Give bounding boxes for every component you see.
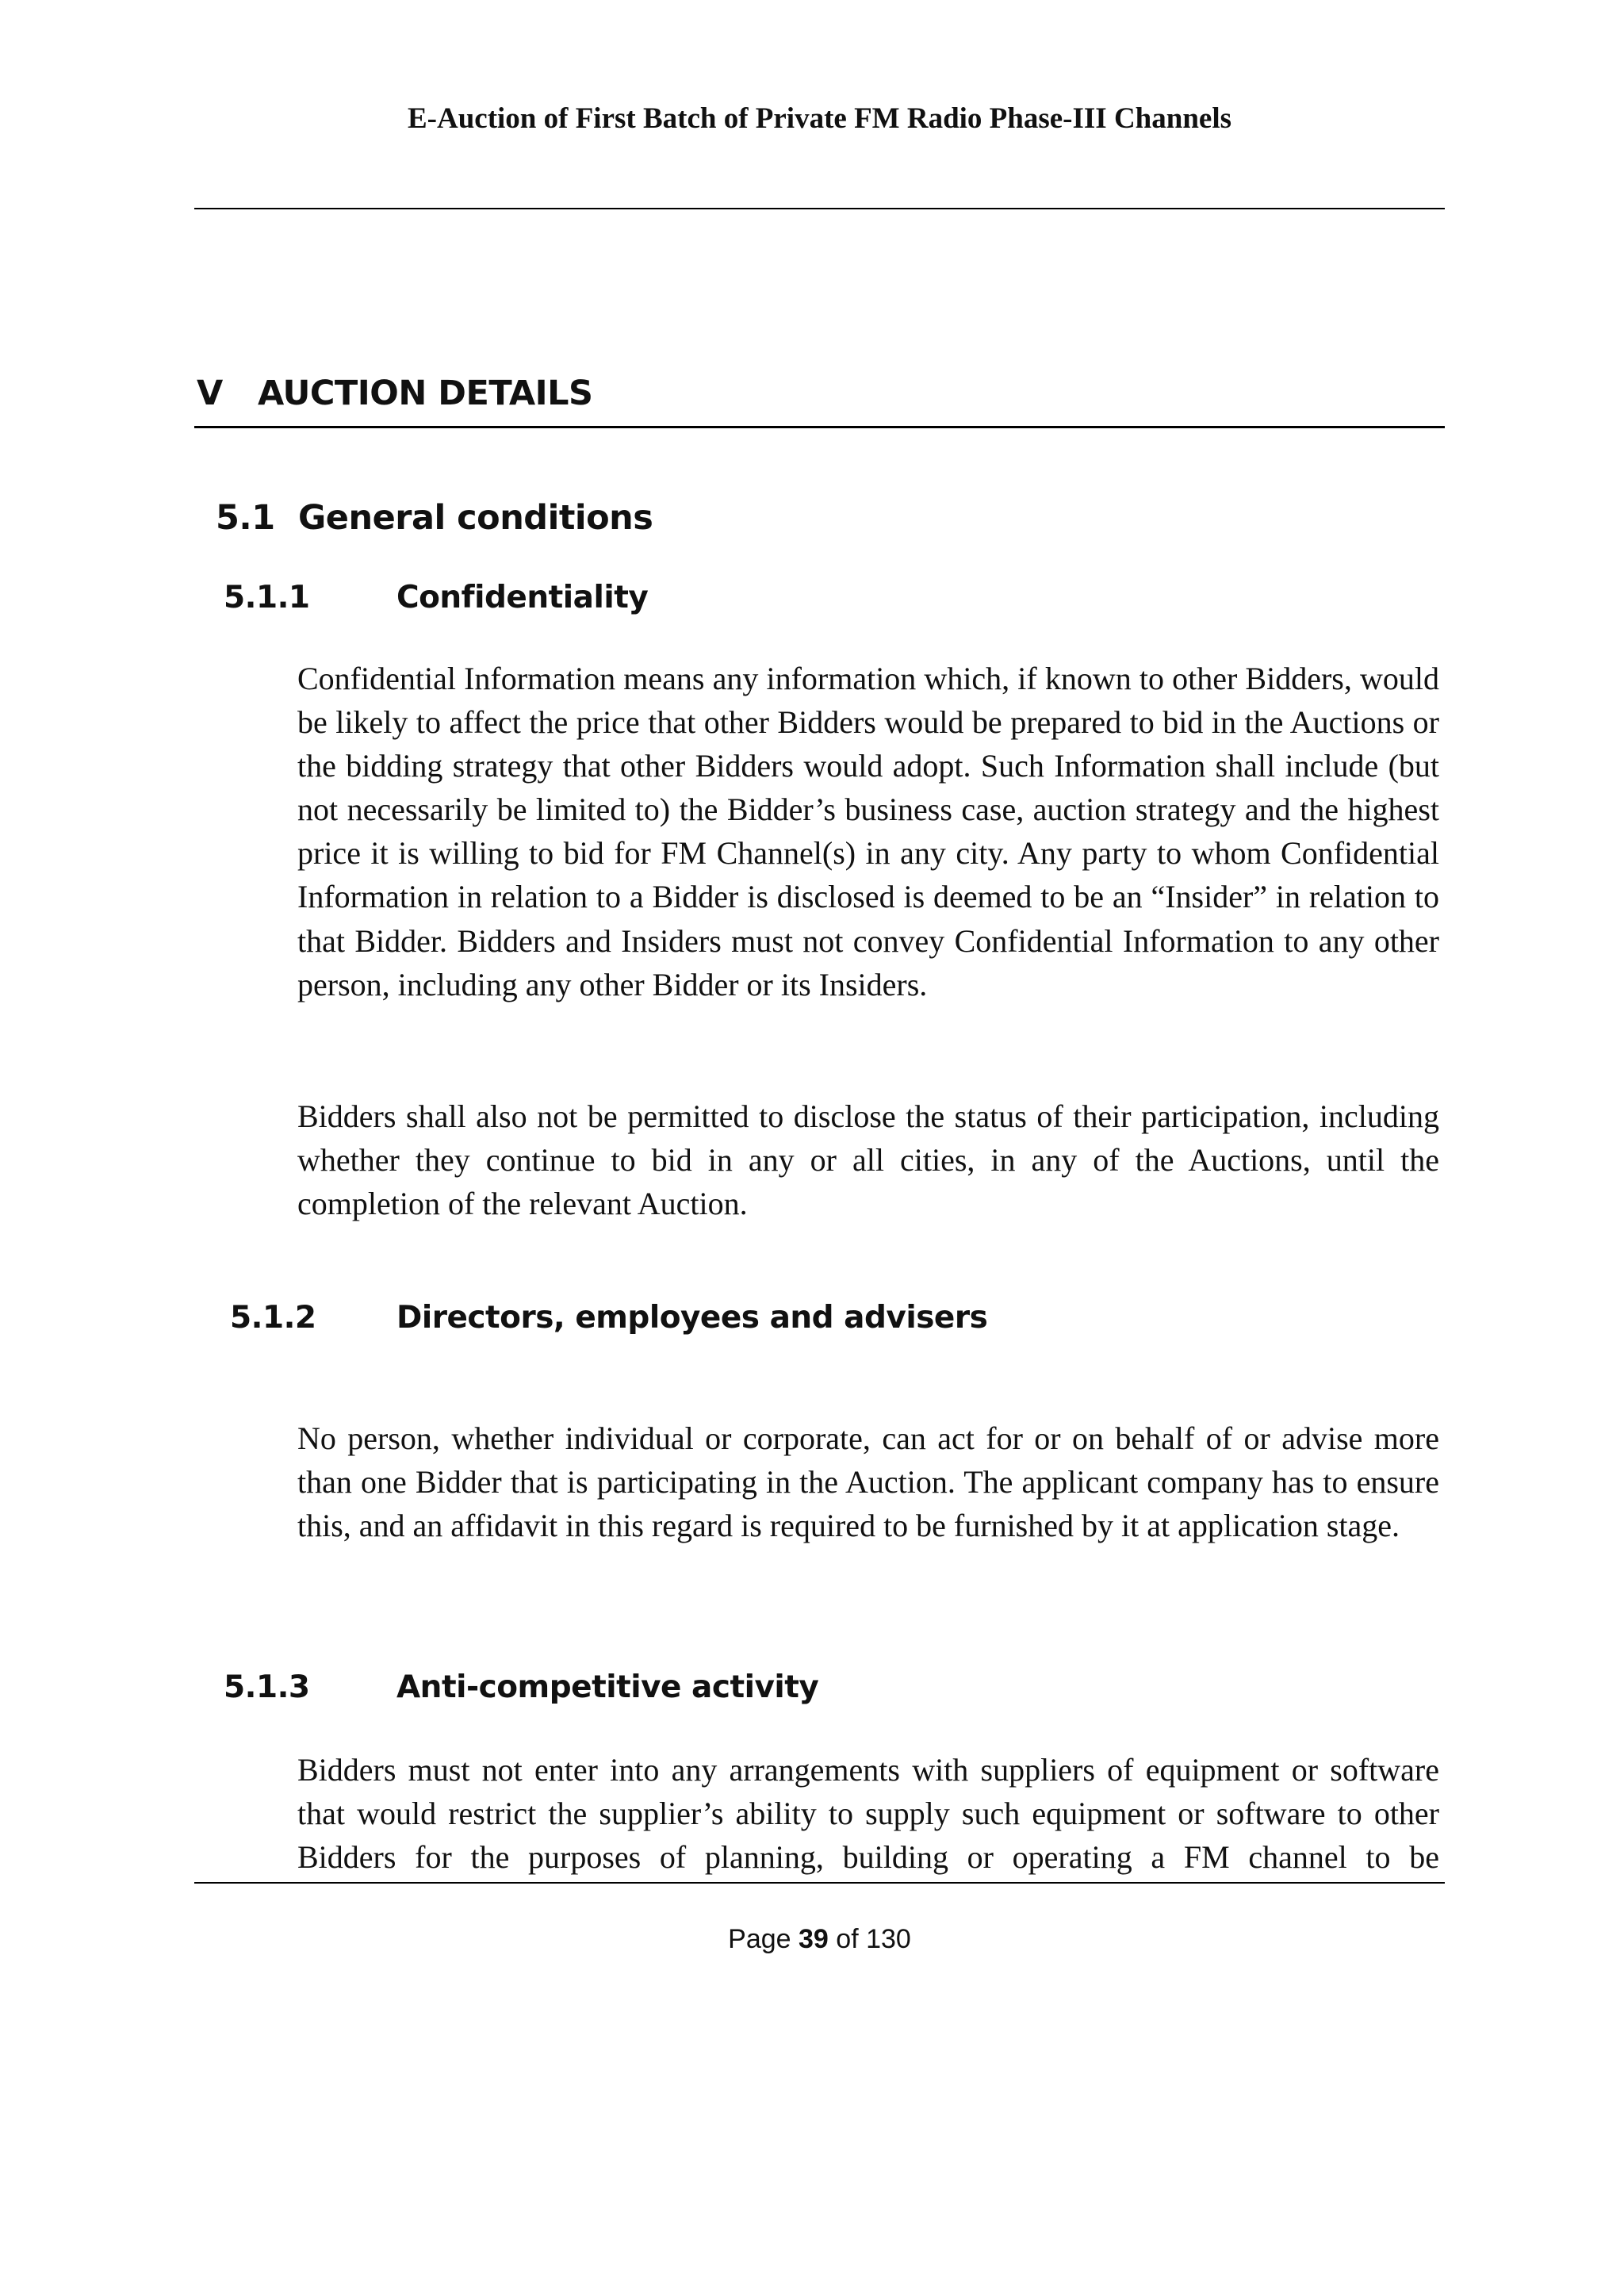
paragraph-supplier-arrangements: Bidders must not enter into any arrangements with suppliers of equipment or software that would restrict the supplier’s ability to supply such equipment or software to other Bidders for the purposes of planning, building or operating a FM channel to be <box>297 1752 1439 1876</box>
section-title: General conditions <box>298 498 653 538</box>
subsection-number-directors: 5.1.2 <box>230 1300 316 1336</box>
footer-divider <box>194 1882 1445 1884</box>
current-page: 39 <box>799 1924 829 1954</box>
subsection-title-anti-competitive: Anti-competitive activity <box>396 1669 819 1705</box>
paragraph-advisers: No person, whether individual or corporate, can act for or on behalf of or advise more than one Bidder that is participating in the Auction. The applicant company has to ensure this, and an affidavit in this regard is required to be furnished by it at application stage. <box>297 1420 1439 1544</box>
section-heading <box>216 494 653 542</box>
page-of: of <box>836 1924 859 1954</box>
running-header: E-Auction of First Batch of Private FM Radio Phase-III Channels <box>407 102 1232 135</box>
paragraph-participation-status: Bidders shall also not be permitted to disclose the status of their participation, including whether they continue to bid in any or all cities, in any of the Auctions, until the completion of the relevant Auction. <box>297 1098 1439 1222</box>
subsection-number-anti-competitive: 5.1.3 <box>224 1669 310 1705</box>
subsection-title-directors: Directors, employees and advisers <box>396 1300 988 1336</box>
chapter-divider <box>194 426 1445 428</box>
chapter-number: V <box>197 374 223 413</box>
page-label: Page <box>728 1924 791 1954</box>
section-number: 5.1 <box>216 498 275 538</box>
header-divider <box>194 208 1445 209</box>
total-pages: 130 <box>866 1924 911 1954</box>
chapter-title: AUCTION DETAILS <box>258 374 593 413</box>
page-number <box>194 1922 1445 1957</box>
subsection-number-confidentiality: 5.1.1 <box>224 580 310 615</box>
chapter-heading <box>197 370 592 417</box>
subsection-title-confidentiality: Confidentiality <box>396 580 649 615</box>
paragraph-confidential-information: Confidential Information means any information which, if known to other Bidders, would be likely to affect the price that other Bidders would be prepared to bid in the Auctions or the bidding strategy that other Bidders would adopt. Such Information shall include (but not necessarily be limited to) the Bidder’s business case, auction strategy and the highest price it is willing to bid for FM Channel(s) in any city. Any party to whom Confidential Information in relation to a Bidder is disclosed is deemed to be an “Insider” in relation to that Bidder. Bidders and Insiders must not convey Confidential Information to any other person, including any other Bidder or its Insiders. <box>297 661 1439 1002</box>
